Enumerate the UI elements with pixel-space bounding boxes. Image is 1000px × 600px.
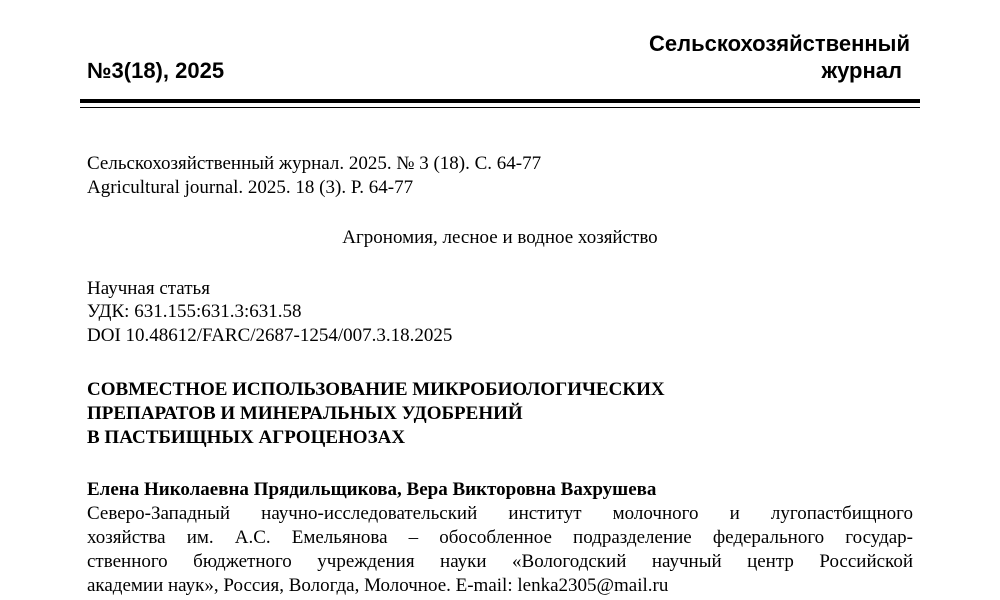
article-title-line: В ПАСТБИЩНЫХ АГРОЦЕНОЗАХ [87, 427, 406, 448]
affiliation-line: хозяйства им. А.С. Емельянова – обособленное подразделение федерального государ- [87, 527, 913, 548]
article-title-line: ПРЕПАРАТОВ И МИНЕРАЛЬНЫХ УДОБРЕНИЙ [87, 403, 523, 424]
citation-ru: Сельскохозяйственный журнал. 2025. № 3 (18). С. 64-77 [87, 153, 542, 174]
journal-name-line1: Сельскохозяйственный [649, 31, 910, 56]
article-title [87, 378, 665, 450]
journal-name-line2: журнал [821, 58, 902, 83]
header-rule-thick [80, 99, 920, 103]
authors: Елена Николаевна Прядильщикова, Вера Викторовна Вахрушева [87, 479, 657, 500]
doi-link[interactable]: DOI 10.48612/FARC/2687-1254/007.3.18.2025 [87, 325, 453, 346]
affiliation-line: Северо-Западный научно-исследовательский институт молочного и лугопастбищного [87, 503, 913, 524]
affiliation-line: академии наук», Россия, Вологда, Молочное. E-mail: lenka2305@mail.ru [87, 575, 669, 596]
article-type: Научная статья [87, 278, 210, 299]
affiliation-line: ственного бюджетного учреждения науки «Вологодский научный центр Российской [87, 551, 913, 572]
article-title-line: СОВМЕСТНОЕ ИСПОЛЬЗОВАНИЕ МИКРОБИОЛОГИЧЕСКИХ [87, 379, 665, 400]
udc-code: УДК: 631.155:631.3:631.58 [87, 301, 302, 322]
affiliation [87, 502, 913, 598]
header-rule-thin [80, 107, 920, 108]
journal-name-header [649, 30, 910, 84]
section-heading: Агрономия, лесное и водное хозяйство [342, 227, 658, 248]
journal-issue-label: №3(18), 2025 [87, 58, 225, 83]
citation-en: Agricultural journal. 2025. 18 (3). P. 64-77 [87, 177, 414, 198]
